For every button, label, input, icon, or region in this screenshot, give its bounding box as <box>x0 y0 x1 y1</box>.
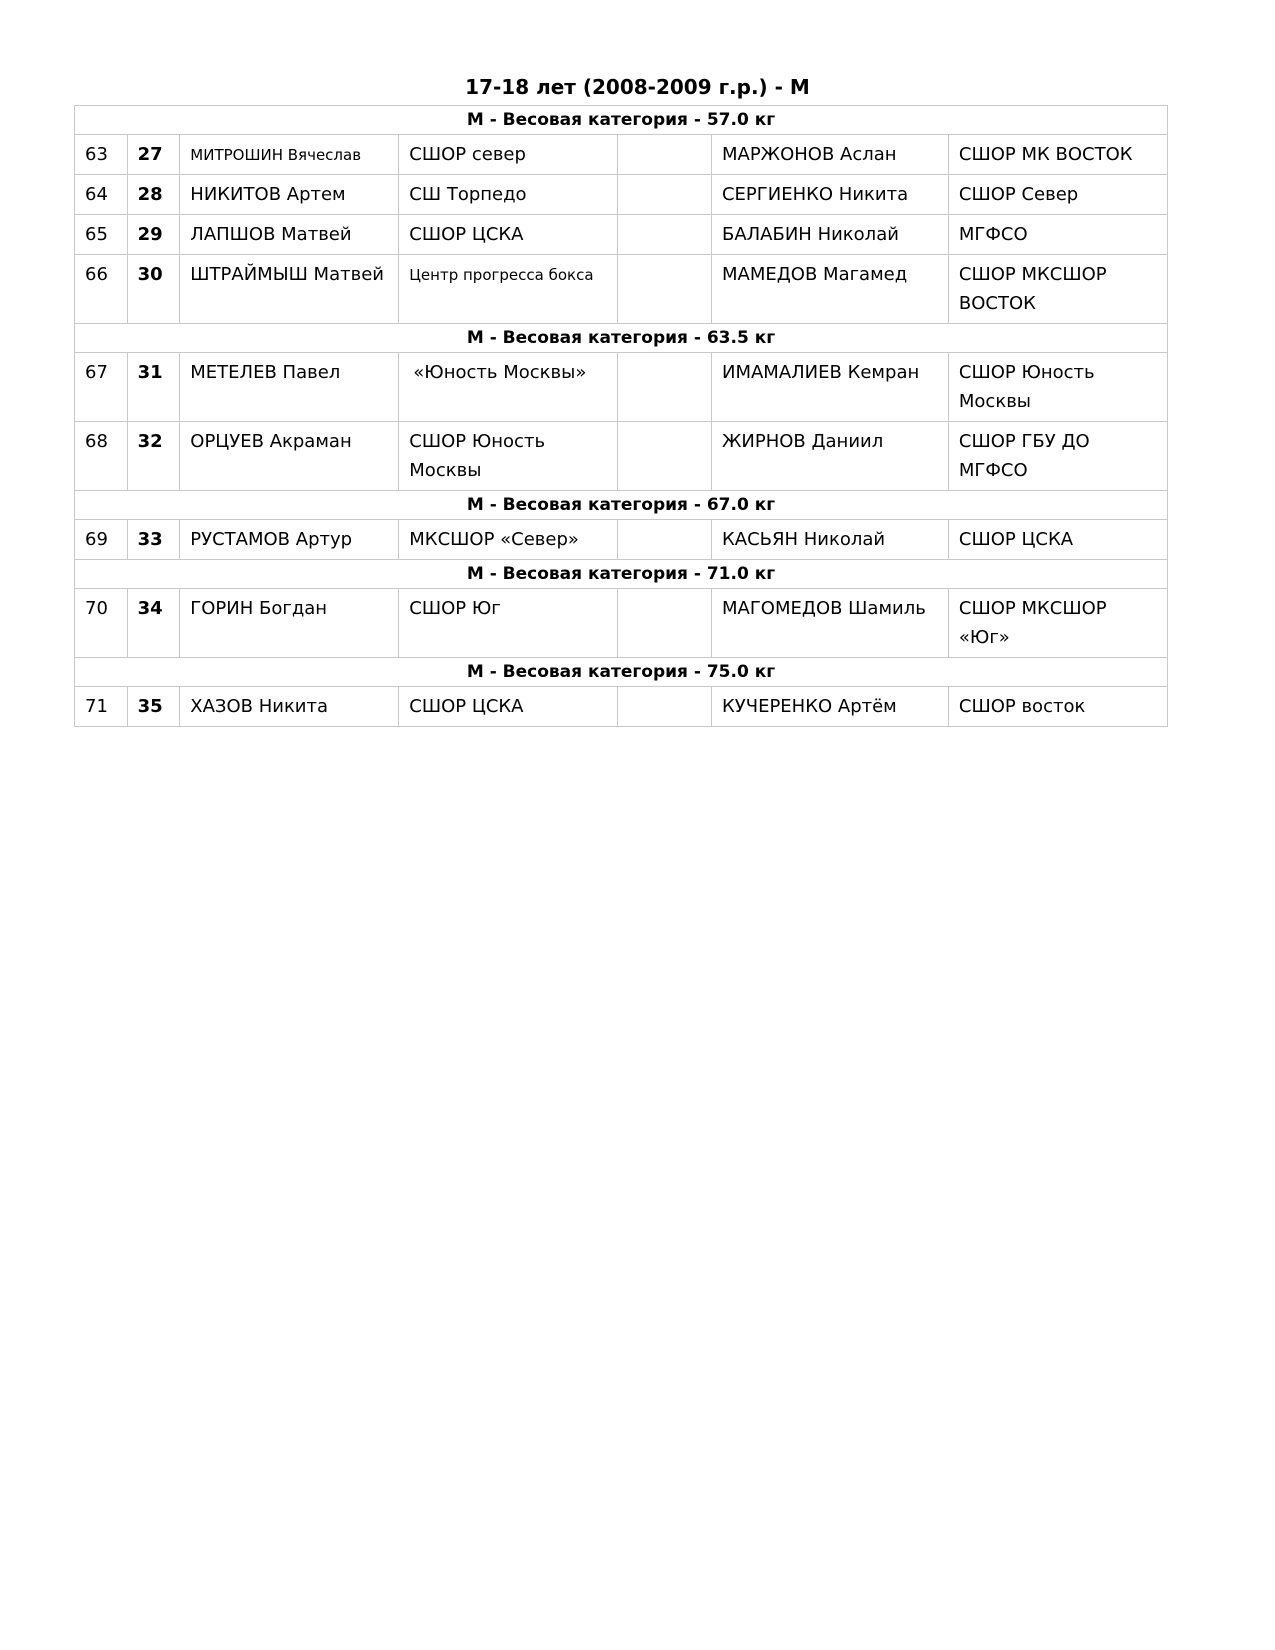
red-corner-name-text: МИТРОШИН Вячеслав <box>190 146 362 164</box>
row-number: 71 <box>75 687 128 727</box>
result-cell <box>618 255 712 324</box>
category-label: М - Весовая категория - 67.0 кг <box>75 491 1168 520</box>
blue-corner-club: СШОР Север <box>948 175 1167 215</box>
blue-corner-club: СШОР Юность Москвы <box>948 353 1167 422</box>
bout-number: 31 <box>127 353 180 422</box>
blue-corner-club: СШОР МК ВОСТОК <box>948 135 1167 175</box>
result-cell <box>618 687 712 727</box>
row-number: 64 <box>75 175 128 215</box>
blue-corner-club: СШОР ЦСКА <box>948 520 1167 560</box>
table-row <box>75 255 1168 324</box>
red-corner-club-text: Центр прогресса бокса <box>409 266 594 284</box>
red-corner-club: СШОР Юг <box>399 589 618 658</box>
blue-corner-name: ИМАМАЛИЕВ Кемран <box>711 353 948 422</box>
blue-corner-club: МГФСО <box>948 215 1167 255</box>
result-cell <box>618 215 712 255</box>
category-row <box>75 658 1168 687</box>
row-number: 68 <box>75 422 128 491</box>
red-corner-club <box>399 353 618 422</box>
bout-number: 32 <box>127 422 180 491</box>
row-number: 63 <box>75 135 128 175</box>
red-corner-club: СШОР Юность Москвы <box>399 422 618 491</box>
category-label: М - Весовая категория - 71.0 кг <box>75 560 1168 589</box>
blue-corner-name: БАЛАБИН Николай <box>711 215 948 255</box>
red-corner-club: СШОР север <box>399 135 618 175</box>
category-label: М - Весовая категория - 63.5 кг <box>75 324 1168 353</box>
table-row <box>75 353 1168 422</box>
result-cell <box>618 353 712 422</box>
row-number: 70 <box>75 589 128 658</box>
red-corner-club: СШ Торпедо <box>399 175 618 215</box>
bouts-table <box>74 105 1168 727</box>
table-row <box>75 520 1168 560</box>
red-corner-name: НИКИТОВ Артем <box>180 175 399 215</box>
red-corner-name: ШТРАЙМЫШ Матвей <box>180 255 399 324</box>
bout-number: 30 <box>127 255 180 324</box>
page-title: 17-18 лет (2008-2009 г.р.) - М <box>465 75 810 99</box>
result-cell <box>618 175 712 215</box>
table-row <box>75 589 1168 658</box>
bout-number: 27 <box>127 135 180 175</box>
blue-corner-name: СЕРГИЕНКО Никита <box>711 175 948 215</box>
red-corner-name <box>180 135 399 175</box>
category-label: М - Весовая категория - 57.0 кг <box>75 106 1168 135</box>
category-row <box>75 560 1168 589</box>
red-corner-name: ЛАПШОВ Матвей <box>180 215 399 255</box>
blue-corner-name: ЖИРНОВ Даниил <box>711 422 948 491</box>
category-row <box>75 324 1168 353</box>
category-label: М - Весовая категория - 75.0 кг <box>75 658 1168 687</box>
blue-corner-name: КАСЬЯН Николай <box>711 520 948 560</box>
bout-number: 28 <box>127 175 180 215</box>
blue-corner-name: КУЧЕРЕНКО Артём <box>711 687 948 727</box>
blue-corner-name: МАРЖОНОВ Аслан <box>711 135 948 175</box>
blue-corner-club: СШОР МКСШОР «Юг» <box>948 589 1167 658</box>
blue-corner-name: МАМЕДОВ Магамед <box>711 255 948 324</box>
red-corner-name: ГОРИН Богдан <box>180 589 399 658</box>
row-number: 67 <box>75 353 128 422</box>
red-corner-club-text: «Юность Москвы» <box>413 362 587 383</box>
category-row <box>75 106 1168 135</box>
red-corner-name: МЕТЕЛЕВ Павел <box>180 353 399 422</box>
table-row <box>75 422 1168 491</box>
result-cell <box>618 135 712 175</box>
result-cell <box>618 422 712 491</box>
bout-number: 29 <box>127 215 180 255</box>
result-cell <box>618 520 712 560</box>
row-number: 66 <box>75 255 128 324</box>
row-number: 69 <box>75 520 128 560</box>
row-number: 65 <box>75 215 128 255</box>
red-corner-club <box>399 255 618 324</box>
bout-number: 34 <box>127 589 180 658</box>
bout-number: 33 <box>127 520 180 560</box>
red-corner-name: ОРЦУЕВ Акраман <box>180 422 399 491</box>
blue-corner-name: МАГОМЕДОВ Шамиль <box>711 589 948 658</box>
red-corner-club: СШОР ЦСКА <box>399 687 618 727</box>
blue-corner-club: СШОР восток <box>948 687 1167 727</box>
red-corner-club: СШОР ЦСКА <box>399 215 618 255</box>
table-row <box>75 687 1168 727</box>
table-row <box>75 215 1168 255</box>
result-cell <box>618 589 712 658</box>
table-row <box>75 135 1168 175</box>
category-row <box>75 491 1168 520</box>
red-corner-club: МКСШОР «Север» <box>399 520 618 560</box>
blue-corner-club: СШОР МКСШОР ВОСТОК <box>948 255 1167 324</box>
blue-corner-club: СШОР ГБУ ДО МГФСО <box>948 422 1167 491</box>
bout-number: 35 <box>127 687 180 727</box>
red-corner-name: ХАЗОВ Никита <box>180 687 399 727</box>
red-corner-name: РУСТАМОВ Артур <box>180 520 399 560</box>
table-row <box>75 175 1168 215</box>
